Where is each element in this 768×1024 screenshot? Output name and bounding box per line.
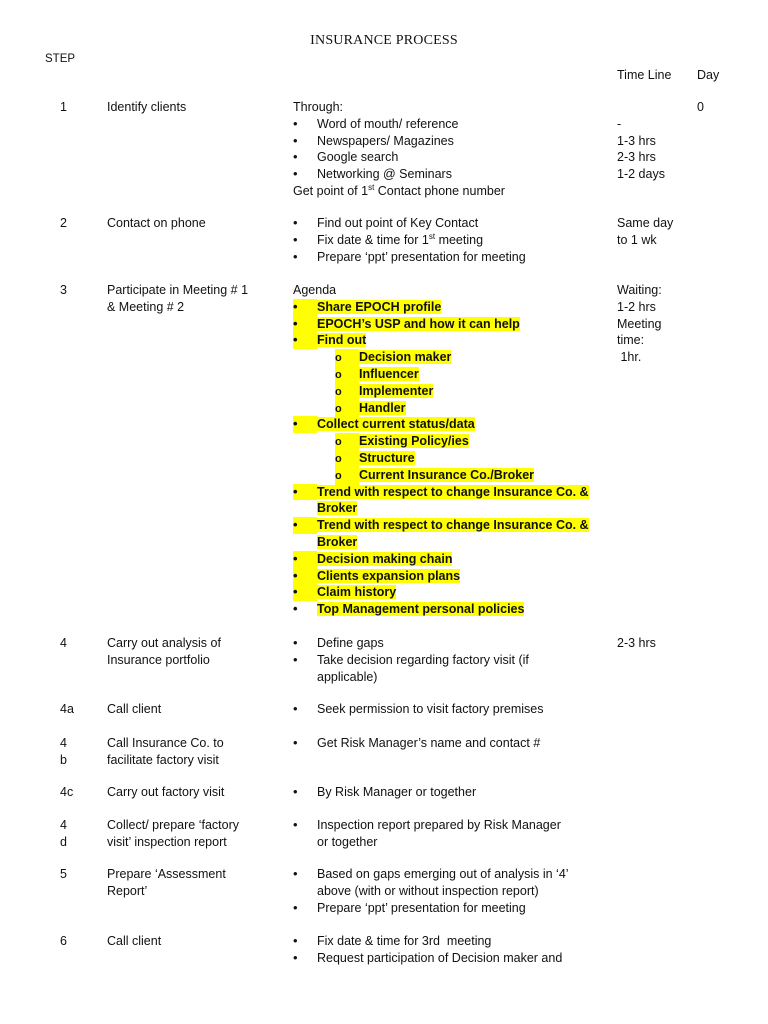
- list-item: • Newspapers/ Magazines: [293, 133, 603, 150]
- list-item: • Get Risk Manager’s name and contact #: [293, 735, 603, 752]
- document-title: INSURANCE PROCESS: [310, 33, 458, 48]
- bullet-icon: [293, 215, 317, 232]
- agenda-details: [293, 282, 603, 618]
- agenda-subitem: o Decision maker: [335, 349, 603, 366]
- agenda-item: • Share EPOCH profile: [293, 299, 603, 316]
- agenda-item: • Clients expansion plans: [293, 568, 603, 585]
- step-number: 4a: [60, 702, 74, 716]
- details-footer: Get point of 1st Contact phone number: [293, 182, 505, 198]
- list-item: • Take decision regarding factory visit (if applicable): [293, 652, 603, 686]
- step-number: 4 d: [60, 818, 67, 849]
- circle-bullet-icon: [335, 433, 359, 451]
- agenda-item: • Trend with respect to change Insurance Co. & Broker: [293, 517, 603, 551]
- bullet-icon: [293, 950, 317, 967]
- step-activity: Call Insurance Co. to facilitate factory visit: [107, 736, 224, 767]
- bullet-icon: [293, 484, 317, 501]
- agenda-item: • Decision making chain: [293, 551, 603, 568]
- step-number: 4c: [60, 785, 74, 799]
- agenda-item: • Top Management personal policies: [293, 601, 603, 618]
- list-item: • Networking @ Seminars: [293, 166, 603, 183]
- list-item: • Based on gaps emerging out of analysis in ‘4’ above (with or without inspection report): [293, 866, 603, 900]
- list-item: • Fix date & time for 3rd meeting: [293, 933, 603, 950]
- step-details: [293, 866, 603, 916]
- agenda-subitem: o Current Insurance Co./Broker: [335, 467, 603, 484]
- bullet-icon: [293, 249, 317, 266]
- step-activity: Identify clients: [107, 100, 187, 114]
- step-number: 4: [60, 636, 67, 650]
- timeline-column-header: Time Line: [617, 68, 672, 82]
- circle-bullet-icon: [335, 467, 359, 485]
- circle-bullet-icon: [335, 400, 359, 418]
- bullet-icon: [293, 601, 317, 618]
- agenda-item: • Collect current status/data o Existing Policy/ies o Structure o Current Insurance Co./Broker: [293, 416, 603, 483]
- agenda-label: Agenda: [293, 283, 337, 297]
- step-number: 3: [60, 283, 67, 297]
- bullet-icon: [293, 866, 317, 883]
- circle-bullet-icon: [335, 349, 359, 367]
- step-timeline: - 1-3 hrs 2-3 hrs 1-2 days: [617, 116, 665, 182]
- agenda-subitem: o Handler: [335, 400, 603, 417]
- bullet-icon: [293, 817, 317, 834]
- list-item: • Inspection report prepared by Risk Manager or together: [293, 817, 603, 851]
- bullet-icon: [293, 299, 317, 316]
- bullet-icon: [293, 133, 317, 150]
- bullet-icon: [293, 701, 317, 718]
- bullet-icon: [293, 900, 317, 917]
- bullet-icon: [293, 149, 317, 166]
- step-number: 6: [60, 934, 67, 948]
- list-item: • By Risk Manager or together: [293, 784, 603, 801]
- step-number: 4 b: [60, 736, 67, 767]
- list-item: • Fix date & time for 1st meeting: [293, 232, 603, 249]
- list-item: • Request participation of Decision maker and: [293, 950, 603, 967]
- bullet-icon: [293, 635, 317, 652]
- agenda-subitem: o Existing Policy/ies: [335, 433, 603, 450]
- list-item: • Prepare ‘ppt’ presentation for meeting: [293, 249, 603, 266]
- step-number: 5: [60, 867, 67, 881]
- step-activity: Participate in Meeting # 1 & Meeting # 2: [107, 283, 249, 314]
- day-column-header: Day: [697, 68, 720, 82]
- bullet-icon: [293, 735, 317, 752]
- step-number: 2: [60, 216, 67, 230]
- step-timeline: Waiting: 1-2 hrs Meeting time: 1hr.: [617, 283, 662, 365]
- agenda-item: • Trend with respect to change Insurance Co. & Broker: [293, 484, 603, 518]
- step-number: 1: [60, 100, 67, 114]
- step-details: [293, 933, 603, 967]
- bullet-icon: [293, 933, 317, 950]
- step-details: [293, 817, 603, 851]
- step-details: [293, 735, 603, 752]
- step-timeline: Same day to 1 wk: [617, 216, 674, 247]
- bullet-icon: [293, 416, 317, 433]
- details-intro: Through:: [293, 100, 344, 114]
- bullet-icon: [293, 652, 317, 669]
- step-details: [293, 635, 603, 685]
- bullet-icon: [293, 784, 317, 801]
- step-details: [293, 784, 603, 801]
- agenda-item: • EPOCH’s USP and how it can help: [293, 316, 603, 333]
- bullet-icon: [293, 316, 317, 333]
- step-activity: Prepare ‘Assessment Report’: [107, 867, 226, 898]
- bullet-icon: [293, 332, 317, 349]
- list-item: • Find out point of Key Contact: [293, 215, 603, 232]
- bullet-icon: [293, 568, 317, 585]
- list-item: • Define gaps: [293, 635, 603, 652]
- circle-bullet-icon: [335, 383, 359, 401]
- bullet-icon: [293, 166, 317, 183]
- step-day: 0: [697, 100, 704, 114]
- list-item: • Word of mouth/ reference: [293, 116, 603, 133]
- list-item: • Prepare ‘ppt’ presentation for meeting: [293, 900, 603, 917]
- agenda-subitem: o Structure: [335, 450, 603, 467]
- bullet-icon: [293, 116, 317, 133]
- step-activity: Carry out factory visit: [107, 785, 225, 799]
- list-item: • Seek permission to visit factory premises: [293, 701, 603, 718]
- step-activity: Call client: [107, 702, 162, 716]
- step-activity: Call client: [107, 934, 162, 948]
- step-timeline: 2-3 hrs: [617, 636, 656, 650]
- step-details: [293, 99, 603, 200]
- step-activity: Carry out analysis of Insurance portfolio: [107, 636, 221, 667]
- step-details: [293, 215, 603, 265]
- agenda-item: • Find out o Decision maker o Influencer o Implementer o Handler: [293, 332, 603, 416]
- step-activity: Collect/ prepare ‘factory visit’ inspection report: [107, 818, 240, 849]
- bullet-icon: [293, 551, 317, 568]
- agenda-subitem: o Implementer: [335, 383, 603, 400]
- bullet-icon: [293, 584, 317, 601]
- step-column-header: STEP: [45, 53, 76, 65]
- step-activity: Contact on phone: [107, 216, 206, 230]
- circle-bullet-icon: [335, 450, 359, 468]
- circle-bullet-icon: [335, 366, 359, 384]
- agenda-subitem: o Influencer: [335, 366, 603, 383]
- bullet-icon: [293, 232, 317, 249]
- bullet-icon: [293, 517, 317, 534]
- step-details: [293, 701, 603, 718]
- list-item: • Google search: [293, 149, 603, 166]
- agenda-item: • Claim history: [293, 584, 603, 601]
